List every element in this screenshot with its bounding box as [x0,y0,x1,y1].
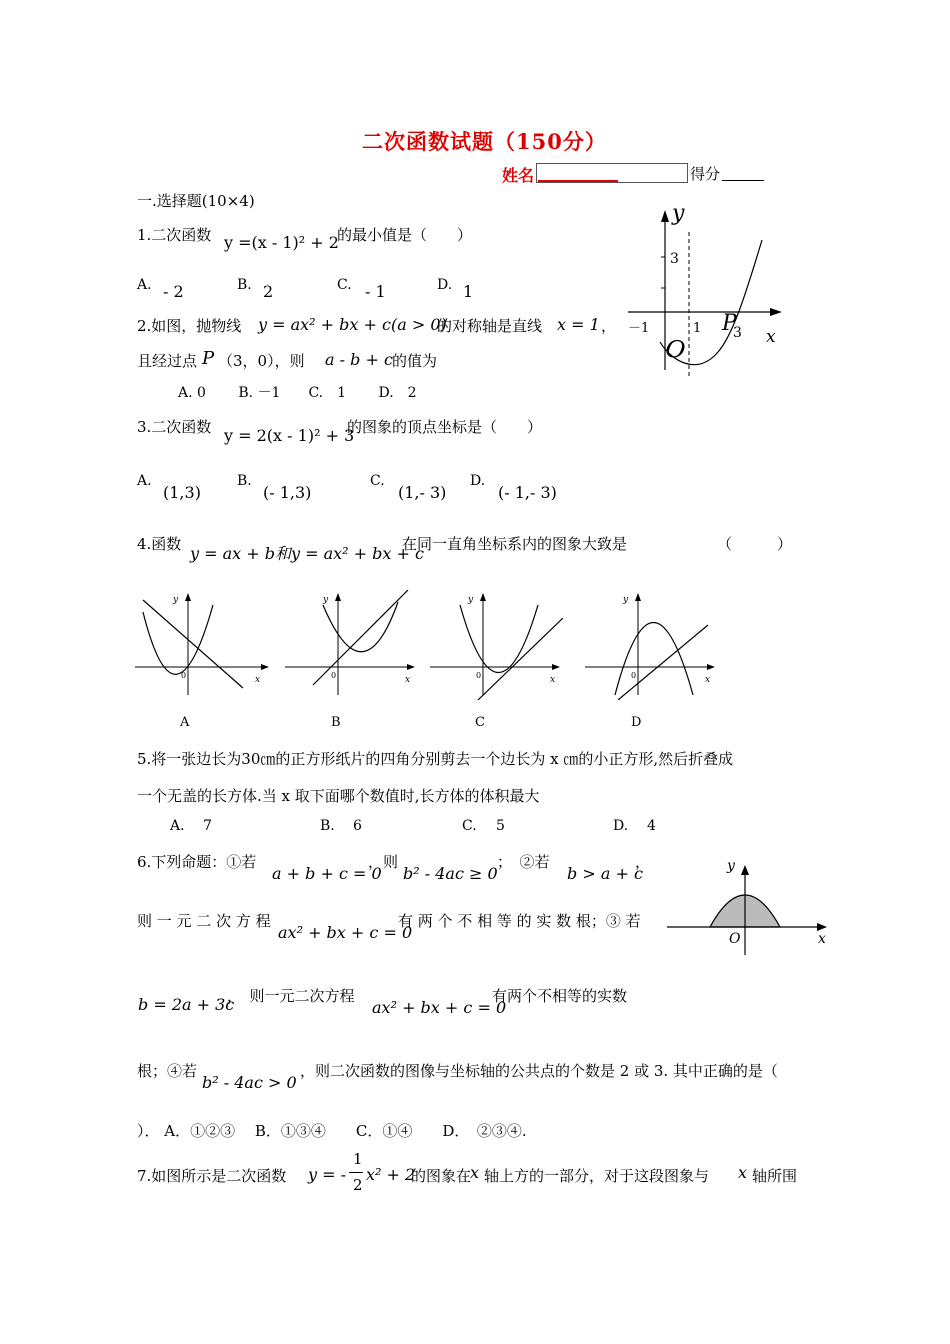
q1-option-a[interactable]: - 2 [163,282,184,301]
q7-denominator: 2 [353,1176,363,1194]
q4-prefix: 4.函数 [137,535,182,553]
q7-p2: 的图象在 [411,1167,472,1185]
q2-fig-three: 3 [733,325,742,341]
q4-a-o: 0 [181,671,187,680]
q5-option-a[interactable]: 7 [203,818,212,834]
q4-paren: （ ） [717,535,793,553]
q2-line2a: 且经过点 [137,352,198,370]
q4-b-x: x [405,675,411,685]
q3-option-d[interactable]: (- 1,- 3) [498,483,557,502]
q2-formula: y = ax² + bx + c(a > 0) [258,315,447,334]
q2-line2b: （3，0），则 [218,352,305,370]
q3-prefix: 3.二次函数 [137,418,212,436]
score-label: 得分 [690,165,721,183]
q2-fig-x-label: x [766,327,776,347]
q2-point: P [202,348,215,369]
q2-options[interactable]: A. 0 B. －1 C. 1 D. 2 [178,385,417,401]
q2-fig-one: 1 [693,321,702,336]
q5-option-b-label: B. [320,818,335,834]
q4-graph-b-label: B [331,715,341,730]
q3-suffix: 的图象的顶点坐标是（ ） [347,418,543,436]
q3-formula: y = 2(x - 1)² + 3 [224,426,355,445]
q5-line2: 一个无盖的长方体.当 x 取下面哪个数值时,长方体的体积最大 [137,787,540,805]
q4-graph-c[interactable] [428,590,568,700]
q1-prefix: 1.二次函数 [137,226,212,244]
q4-b-y: y [323,595,329,605]
q4-a-x: x [255,675,261,685]
score-field[interactable] [722,180,764,181]
q6-p8: 有两个不相等的实数 [492,987,628,1005]
q6-p1: 6.下列命题：①若 [137,853,257,871]
q6-p2: ，则 [368,853,399,871]
q2-fig-tick3: 3 [670,251,679,267]
q7-p1: 7.如图所示是二次函数 [137,1167,287,1185]
q4-a-y: y [173,595,179,605]
q1-option-b-label: B. [237,277,252,293]
q1-formula: y =(x - 1)² + 2 [224,233,339,252]
q7-x1: x [470,1163,480,1182]
q4-c-y: y [468,595,474,605]
q2-figure [620,200,790,385]
q5-option-d[interactable]: 4 [647,818,656,834]
q6-p10: ，则二次函数的图像与坐标轴的公共点的个数是 2 或 3. 其中正确的是（ [300,1062,778,1080]
q6-p7: ， 则一元二次方程 [227,987,355,1005]
q6-f1: a + b + c = 0 [272,864,382,883]
q3-option-d-label: D. [470,473,486,489]
q4-formula: y = ax + b和y = ax² + bx + c [190,544,424,563]
q4-graph-b[interactable] [283,590,423,700]
q7-fraction-bar [349,1172,363,1173]
q2-prefix: 2.如图，抛物线 [137,317,242,335]
q1-option-c[interactable]: - 1 [365,282,386,301]
q4-graph-d[interactable] [583,590,723,700]
q6-p4: ， [635,853,651,871]
q6-f5: b = 2a + 3c [138,995,235,1014]
q5-option-c-label: C. [462,818,477,834]
q6-p6: 有 两 个 不 相 等 的 实 数 根；③ 若 [398,912,641,930]
name-label: 姓名 [502,166,535,185]
q4-d-x: x [705,675,711,685]
q6-p3: ； ②若 [497,853,550,871]
q6-fig-x: x [818,931,826,947]
q6-options[interactable]: ）． A．①②③ B．①③④ C．①④ D． ②③④. [137,1122,527,1140]
q2-fig-neg1: －1 [628,321,650,336]
q1-option-a-label: A. [137,277,152,293]
q4-d-o: 0 [631,671,637,680]
q4-graph-d-label: D [631,715,642,730]
section-heading: 一.选择题(10×4) [137,192,255,210]
q7-f2: x² + 2 [366,1165,416,1184]
q3-option-b[interactable]: (- 1,3) [263,483,312,502]
q5-line1: 5.将一张边长为30㎝的正方形纸片的四角分别剪去一个边长为 x ㎝的小正方形,然后折叠成 [137,750,734,768]
q2-expr: a - b + c [325,350,393,369]
q5-option-d-label: D. [613,818,629,834]
q2-axis: x = 1 [557,315,600,334]
q4-graph-a-label: A [180,715,190,730]
q6-f7: b² - 4ac > 0 [202,1073,297,1092]
q6-f3: b > a + c [567,864,643,883]
q6-f2: b² - 4ac ≥ 0 [403,864,498,883]
name-underline [538,180,618,182]
q1-option-d[interactable]: 1 [463,282,474,301]
q3-option-b-label: B. [237,473,252,489]
q7-p4: 轴所围 [752,1167,798,1185]
q4-graph-c-label: C [475,715,485,730]
q6-f4: ax² + bx + c = 0 [278,923,413,942]
page-title: 二次函数试题（150分） [362,129,607,154]
q3-option-c[interactable]: (1,- 3) [398,483,447,502]
q2-line2c: 的值为 [392,352,438,370]
q5-option-b[interactable]: 6 [353,818,362,834]
q2-fig-point-p: P [722,311,737,336]
q7-p3: 轴上方的一部分，对于这段图象与 [484,1167,710,1185]
q6-fig-o: O [729,931,741,947]
q4-graph-a[interactable] [133,590,273,700]
q2-fig-origin: O [663,334,688,365]
q4-d-y: y [623,595,629,605]
q6-fig-y: y [727,858,735,874]
q2-fig-y-label: y [672,201,685,226]
q6-p5: 则 一 元 二 次 方 程 [137,912,271,930]
q1-option-d-label: D. [437,277,453,293]
q6-f6: ax² + bx + c = 0 [372,998,507,1017]
q2-comma: ， [601,317,617,335]
q1-option-b[interactable]: 2 [263,282,274,301]
q7-x2: x [738,1163,748,1182]
q4-c-x: x [550,675,556,685]
q3-option-c-label: C. [370,473,385,489]
q2-mid: 的对称轴是直线 [437,317,543,335]
q5-option-a-label: A. [170,818,185,834]
q4-b-o: 0 [331,671,337,680]
q1-option-c-label: C. [337,277,352,293]
q3-option-a[interactable]: (1,3) [163,483,201,502]
q7-numerator: 1 [353,1150,363,1168]
q1-suffix: 的最小值是（ ） [337,226,473,244]
q6-figure [665,855,835,955]
q4-c-o: 0 [476,671,482,680]
q7-f1: y = - [308,1165,347,1184]
q4-suffix: 在同一直角坐标系内的图象大致是 [402,535,628,553]
q3-option-a-label: A. [137,473,152,489]
q5-option-c[interactable]: 5 [496,818,505,834]
q6-p9: 根；④若 [137,1062,198,1080]
